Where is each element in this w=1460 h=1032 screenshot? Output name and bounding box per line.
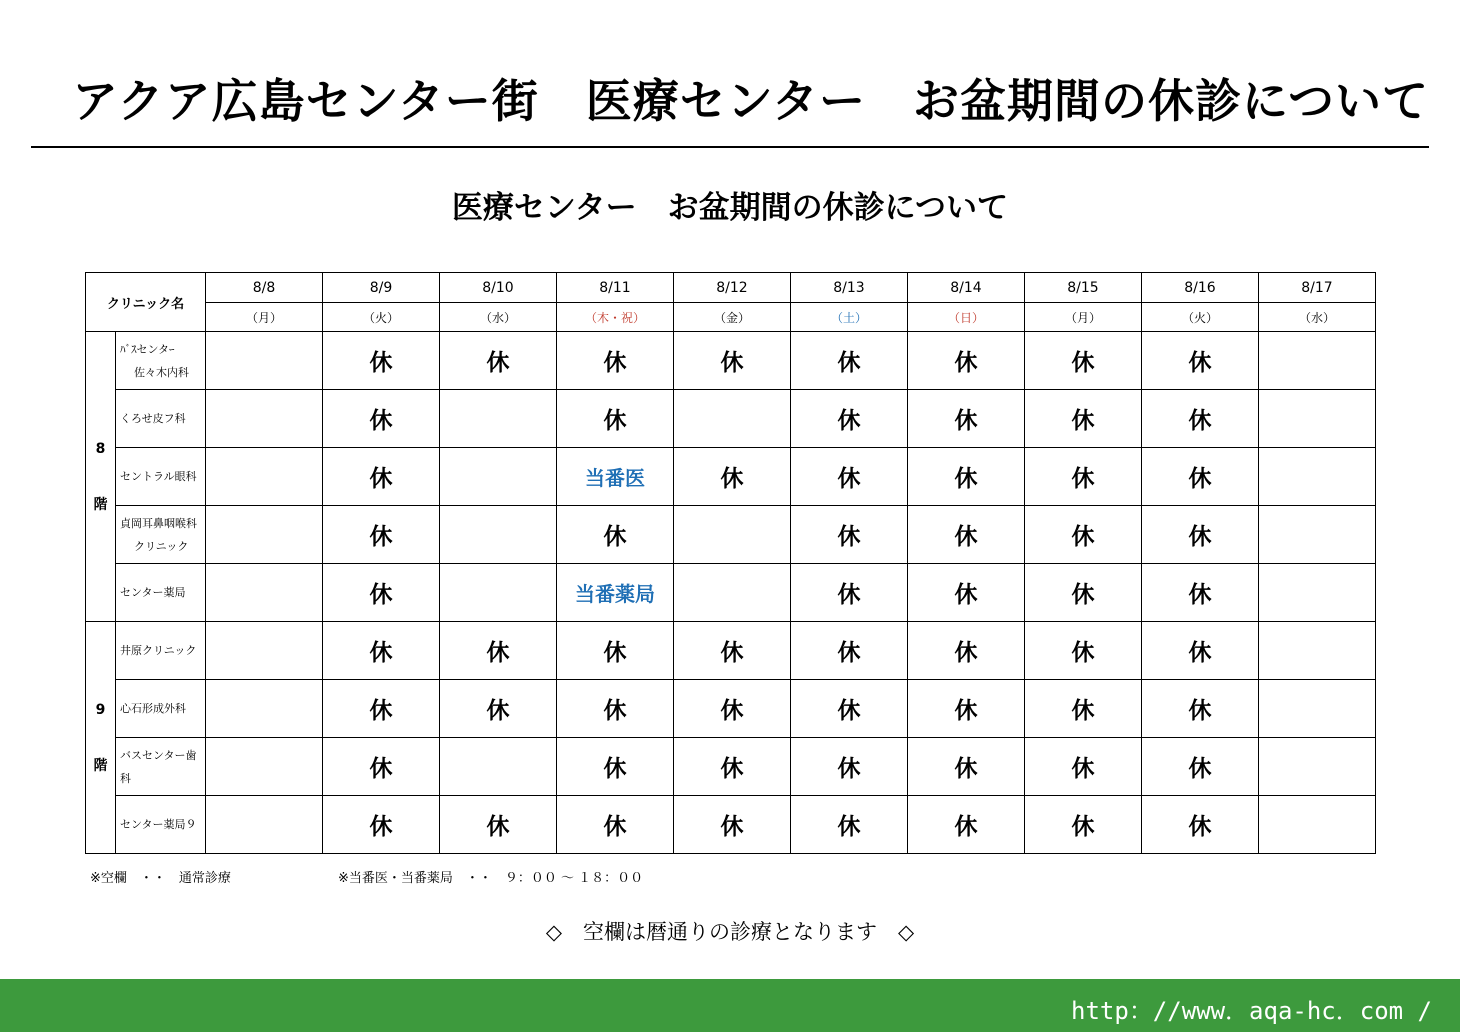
date-header: 8/12 bbox=[674, 273, 791, 303]
weekday-header: （木・祝） bbox=[557, 303, 674, 332]
date-header: 8/11 bbox=[557, 273, 674, 303]
closed-mark: 休 bbox=[440, 680, 557, 738]
closed-mark: 休 bbox=[323, 622, 440, 680]
closed-mark: 休 bbox=[908, 390, 1025, 448]
clinic-name-line: 心石形成外科 bbox=[120, 702, 186, 715]
closed-mark: 休 bbox=[674, 796, 791, 854]
schedule-cell-open bbox=[206, 680, 323, 738]
schedule-cell-open bbox=[1259, 390, 1376, 448]
table-row bbox=[86, 506, 1376, 564]
closed-mark: 休 bbox=[1025, 680, 1142, 738]
date-header: 8/8 bbox=[206, 273, 323, 303]
weekday-header: （火） bbox=[323, 303, 440, 332]
table-row bbox=[86, 738, 1376, 796]
clinic-name bbox=[116, 564, 206, 622]
closed-mark: 休 bbox=[557, 796, 674, 854]
closed-mark: 休 bbox=[1025, 796, 1142, 854]
schedule-cell-open bbox=[206, 506, 323, 564]
weekday-header: （月） bbox=[206, 303, 323, 332]
website-url-link[interactable]: http：//www．aqa-hc．com / bbox=[1071, 997, 1432, 1025]
closed-mark: 休 bbox=[791, 622, 908, 680]
closed-mark: 休 bbox=[791, 564, 908, 622]
table-row bbox=[86, 796, 1376, 854]
schedule-cell-open bbox=[440, 564, 557, 622]
closed-mark: 休 bbox=[1025, 564, 1142, 622]
date-header: 8/16 bbox=[1142, 273, 1259, 303]
clinic-name-line: セントラル眼科 bbox=[120, 470, 197, 483]
closed-mark: 休 bbox=[908, 448, 1025, 506]
clinic-name-line: ﾊﾞｽセンタｰ bbox=[120, 342, 175, 356]
closed-mark: 休 bbox=[791, 390, 908, 448]
closed-mark: 休 bbox=[1142, 680, 1259, 738]
closed-mark: 休 bbox=[557, 506, 674, 564]
date-header: 8/9 bbox=[323, 273, 440, 303]
schedule-cell-open bbox=[1259, 796, 1376, 854]
date-header: 8/13 bbox=[791, 273, 908, 303]
closed-mark: 休 bbox=[323, 448, 440, 506]
closed-mark: 休 bbox=[1025, 738, 1142, 796]
weekday-header: （月） bbox=[1025, 303, 1142, 332]
schedule-cell-open bbox=[1259, 332, 1376, 390]
clinic-name-line: クリニック bbox=[134, 539, 189, 553]
clinic-name bbox=[116, 680, 206, 738]
on-duty-mark: 当番医 bbox=[557, 448, 674, 506]
schedule-cell-open bbox=[206, 564, 323, 622]
schedule-cell-open bbox=[1259, 564, 1376, 622]
schedule-cell-open bbox=[1259, 680, 1376, 738]
clinic-name bbox=[116, 738, 206, 796]
closed-mark: 休 bbox=[1142, 506, 1259, 564]
schedule-cell-open bbox=[440, 390, 557, 448]
closed-mark: 休 bbox=[440, 796, 557, 854]
closed-mark: 休 bbox=[1025, 332, 1142, 390]
clinic-name bbox=[116, 622, 206, 680]
closed-mark: 休 bbox=[908, 738, 1025, 796]
main-title: アクア広島センター街 医療センター お盆期間の休診について bbox=[72, 74, 1430, 128]
closed-mark: 休 bbox=[323, 680, 440, 738]
closed-mark: 休 bbox=[791, 506, 908, 564]
closed-mark: 休 bbox=[791, 738, 908, 796]
clinic-name bbox=[116, 332, 206, 390]
schedule-cell-open bbox=[1259, 448, 1376, 506]
closed-mark: 休 bbox=[323, 506, 440, 564]
floor-suffix: 階 bbox=[93, 757, 108, 774]
closed-mark: 休 bbox=[674, 680, 791, 738]
closed-mark: 休 bbox=[323, 390, 440, 448]
date-header: 8/17 bbox=[1259, 273, 1376, 303]
clinic-name-line: センター薬局９ bbox=[120, 818, 197, 831]
closed-mark: 休 bbox=[791, 332, 908, 390]
footer-bar bbox=[0, 979, 1460, 1032]
floor-label bbox=[86, 332, 116, 622]
closed-mark: 休 bbox=[557, 622, 674, 680]
title-divider bbox=[31, 146, 1429, 148]
closed-mark: 休 bbox=[674, 448, 791, 506]
schedule-cell-open bbox=[206, 390, 323, 448]
closed-mark: 休 bbox=[440, 332, 557, 390]
table-row bbox=[86, 332, 1376, 390]
closed-mark: 休 bbox=[557, 390, 674, 448]
date-header: 8/14 bbox=[908, 273, 1025, 303]
on-duty-mark: 当番薬局 bbox=[557, 564, 674, 622]
clinic-name-line: 佐々木内科 bbox=[134, 365, 189, 379]
closed-mark: 休 bbox=[1142, 390, 1259, 448]
floor-suffix: 階 bbox=[93, 496, 108, 513]
closed-mark: 休 bbox=[791, 448, 908, 506]
schedule-cell-open bbox=[1259, 506, 1376, 564]
closed-mark: 休 bbox=[323, 796, 440, 854]
closed-mark: 休 bbox=[1025, 390, 1142, 448]
date-header: 8/15 bbox=[1025, 273, 1142, 303]
schedule-cell-open bbox=[674, 506, 791, 564]
date-header: 8/10 bbox=[440, 273, 557, 303]
closed-mark: 休 bbox=[557, 332, 674, 390]
schedule-cell-open bbox=[440, 506, 557, 564]
sub-title: 医療センター お盆期間の休診について bbox=[451, 190, 1009, 226]
closed-mark: 休 bbox=[908, 506, 1025, 564]
closed-mark: 休 bbox=[323, 738, 440, 796]
schedule-cell-open bbox=[674, 564, 791, 622]
floor-label bbox=[86, 622, 116, 854]
closed-mark: 休 bbox=[791, 680, 908, 738]
closed-mark: 休 bbox=[908, 332, 1025, 390]
clinic-name bbox=[116, 448, 206, 506]
closed-mark: 休 bbox=[674, 622, 791, 680]
weekday-header: （水） bbox=[440, 303, 557, 332]
duty-hours-note: ※当番医・当番薬局 ・・ ９：００ ～ １８：００ bbox=[338, 871, 644, 886]
clinic-name bbox=[116, 796, 206, 854]
schedule-cell-open bbox=[206, 332, 323, 390]
schedule-cell-open bbox=[674, 390, 791, 448]
schedule-cell-open bbox=[206, 448, 323, 506]
table-row bbox=[86, 564, 1376, 622]
schedule-cell-open bbox=[440, 738, 557, 796]
floor-number: 9 bbox=[95, 701, 106, 718]
closure-schedule-table bbox=[85, 272, 1376, 854]
clinic-name-line: センター薬局 bbox=[120, 586, 186, 599]
closed-mark: 休 bbox=[908, 622, 1025, 680]
table-row bbox=[86, 622, 1376, 680]
closed-mark: 休 bbox=[557, 680, 674, 738]
closed-mark: 休 bbox=[908, 796, 1025, 854]
closed-mark: 休 bbox=[908, 680, 1025, 738]
weekday-header: （金） bbox=[674, 303, 791, 332]
closed-mark: 休 bbox=[557, 738, 674, 796]
schedule-cell-open bbox=[206, 796, 323, 854]
closed-mark: 休 bbox=[1025, 622, 1142, 680]
closed-mark: 休 bbox=[440, 622, 557, 680]
clinic-name-header: クリニック名 bbox=[86, 273, 206, 332]
schedule-cell-open bbox=[440, 448, 557, 506]
table-row bbox=[86, 448, 1376, 506]
closed-mark: 休 bbox=[1025, 506, 1142, 564]
table-row bbox=[86, 680, 1376, 738]
closed-mark: 休 bbox=[1142, 332, 1259, 390]
weekday-header: （水） bbox=[1259, 303, 1376, 332]
clinic-name-line: バスセンター歯科 bbox=[120, 748, 197, 785]
closed-mark: 休 bbox=[1142, 622, 1259, 680]
weekday-header: （火） bbox=[1142, 303, 1259, 332]
clinic-name bbox=[116, 390, 206, 448]
closed-mark: 休 bbox=[1025, 448, 1142, 506]
closed-mark: 休 bbox=[1142, 738, 1259, 796]
table-row bbox=[86, 390, 1376, 448]
clinic-name-line: くろせ皮フ科 bbox=[120, 412, 186, 425]
closed-mark: 休 bbox=[323, 564, 440, 622]
floor-number: 8 bbox=[95, 440, 106, 457]
footer-message: ◇ 空欄は暦通りの診療となります ◇ bbox=[545, 920, 915, 944]
closed-mark: 休 bbox=[908, 564, 1025, 622]
blank-note: ※空欄 ・・ 通常診療 bbox=[90, 871, 231, 886]
clinic-name bbox=[116, 506, 206, 564]
closed-mark: 休 bbox=[1142, 796, 1259, 854]
closed-mark: 休 bbox=[791, 796, 908, 854]
weekday-header: （日） bbox=[908, 303, 1025, 332]
weekday-header: （土） bbox=[791, 303, 908, 332]
schedule-cell-open bbox=[1259, 622, 1376, 680]
schedule-cell-open bbox=[1259, 738, 1376, 796]
closed-mark: 休 bbox=[323, 332, 440, 390]
clinic-name-line: 貞岡耳鼻咽喉科 bbox=[120, 516, 197, 530]
schedule-cell-open bbox=[206, 738, 323, 796]
closed-mark: 休 bbox=[1142, 448, 1259, 506]
closed-mark: 休 bbox=[674, 332, 791, 390]
clinic-name-line: 井原クリニック bbox=[120, 644, 197, 657]
closed-mark: 休 bbox=[674, 738, 791, 796]
closed-mark: 休 bbox=[1142, 564, 1259, 622]
schedule-cell-open bbox=[206, 622, 323, 680]
